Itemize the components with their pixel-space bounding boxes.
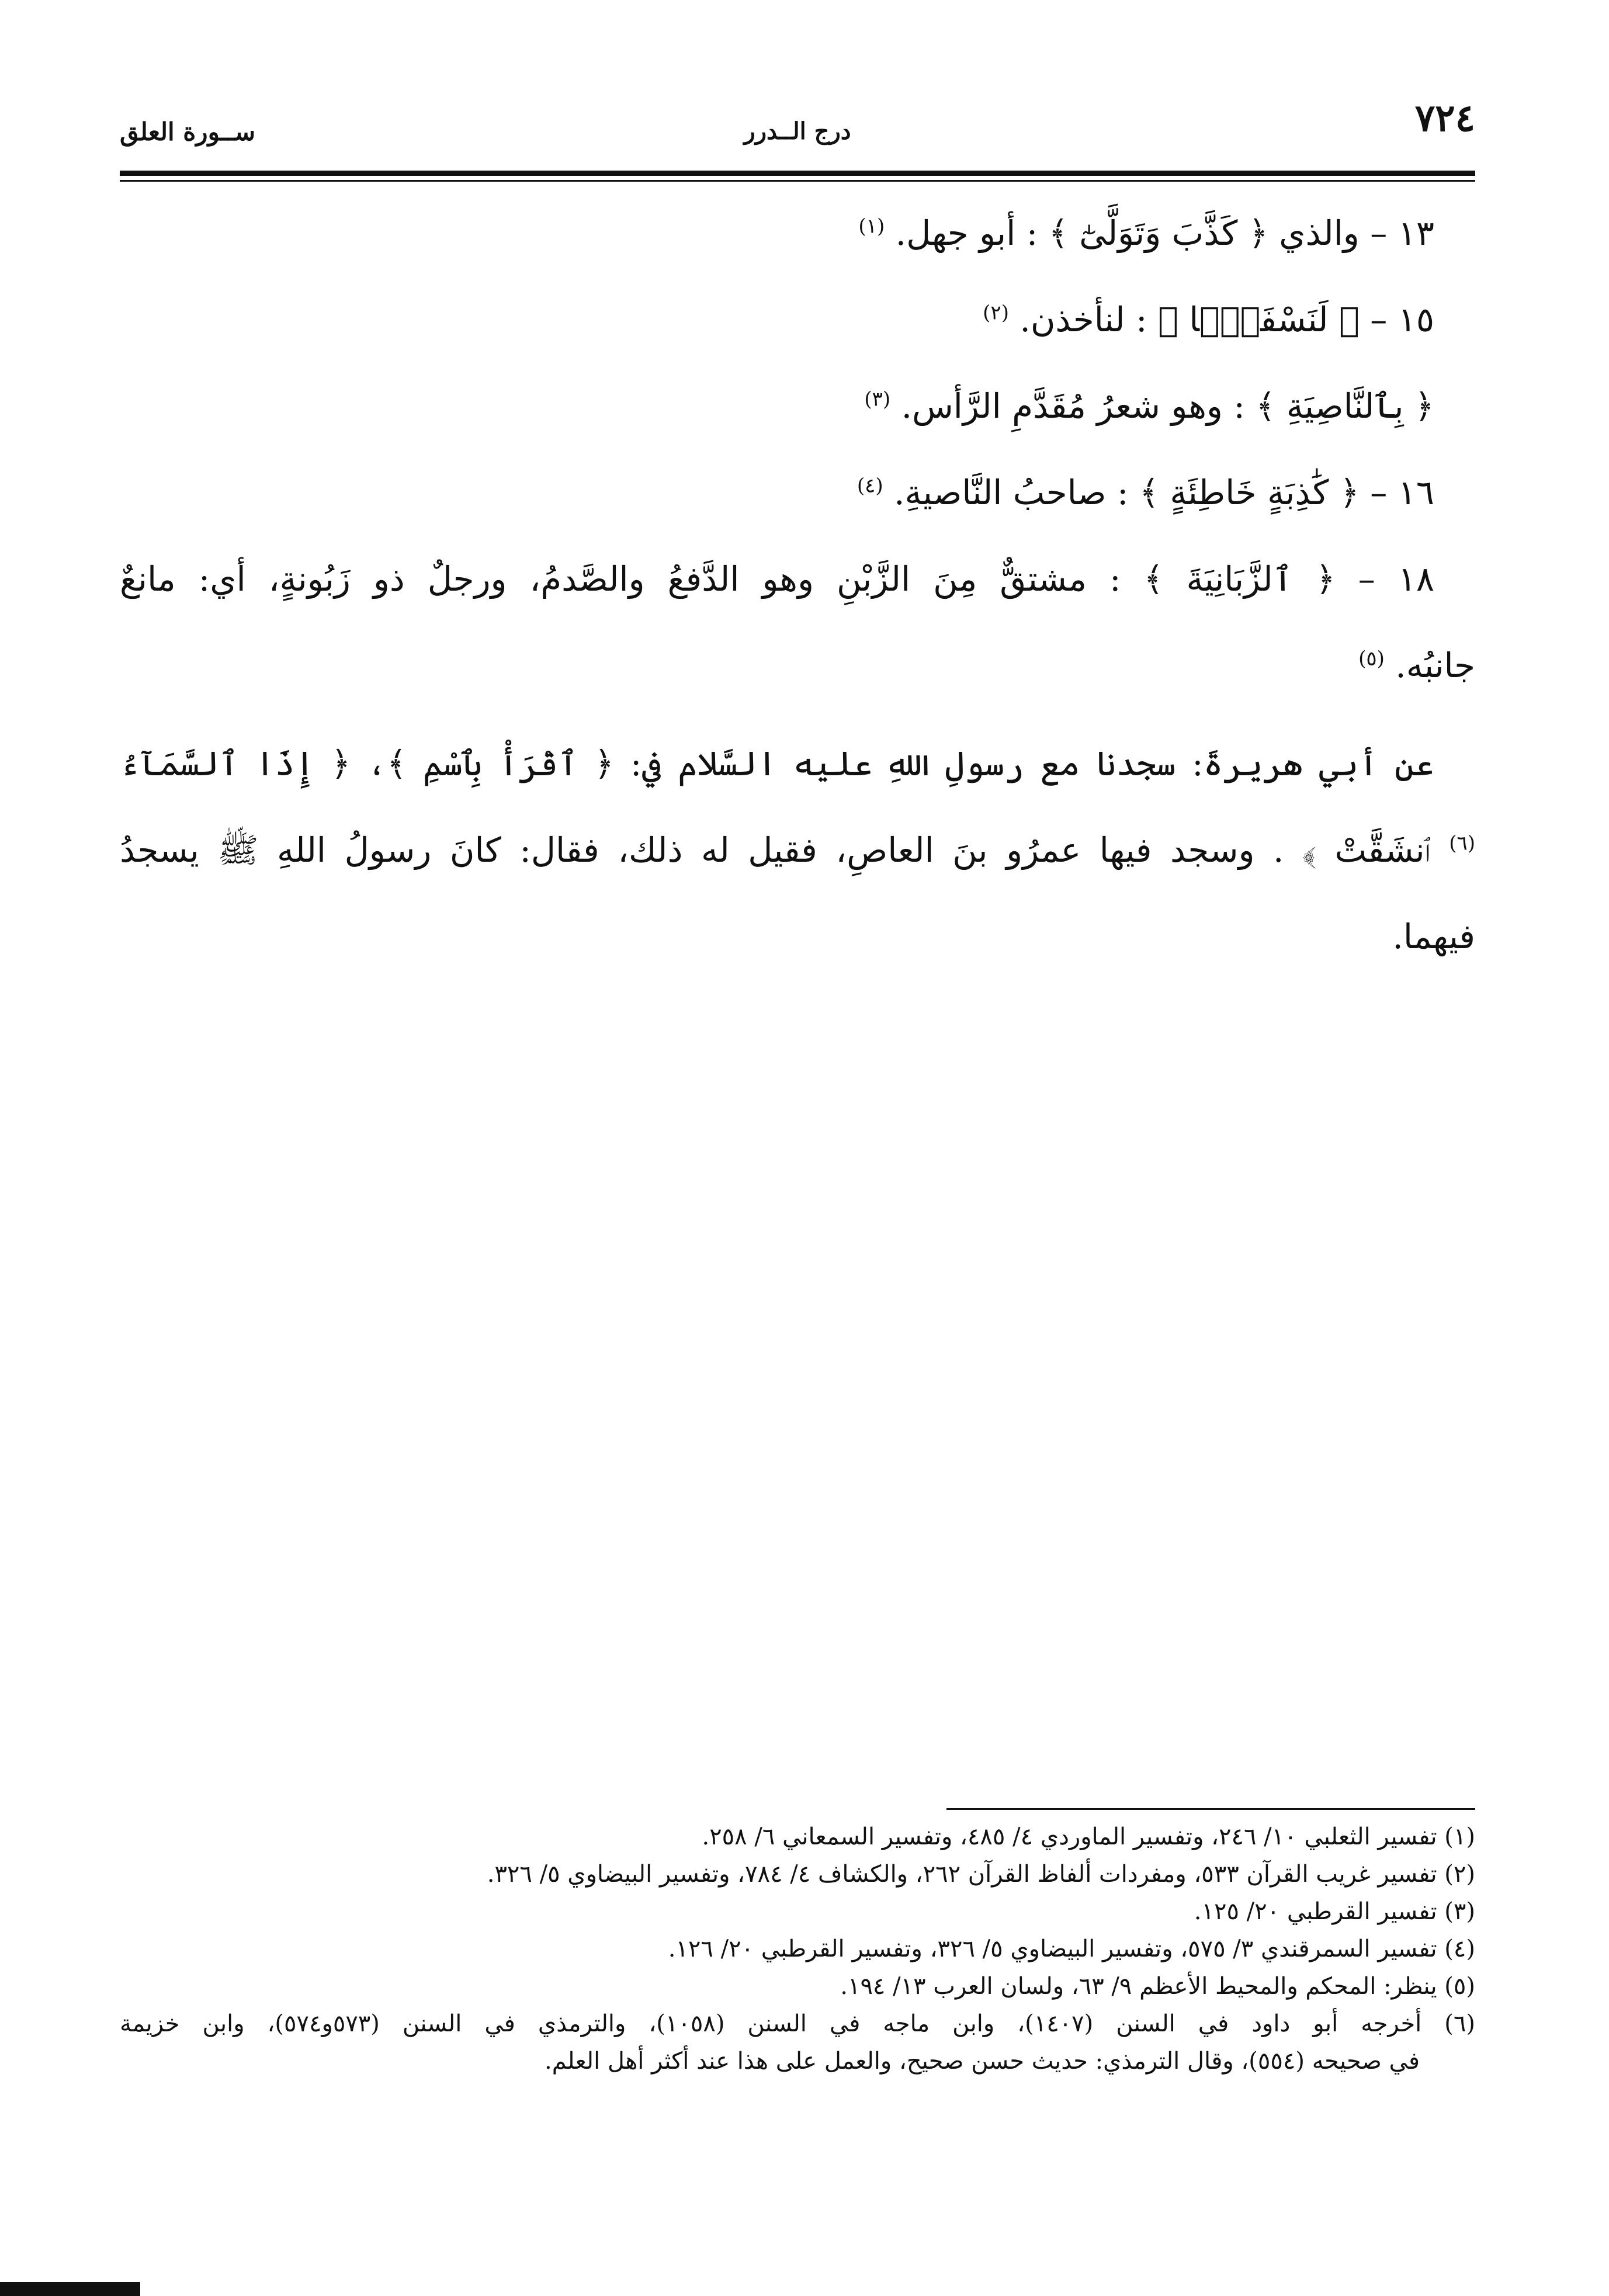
text-line-verse-18-cont: جانبُه. $^{(٥)}$ bbox=[1358, 646, 1475, 685]
text-line-hadith-1: عن أبي هريرةَ: سجدنا مع رسولِ اللهِ عليه السَّلام في: ﴿ ٱقْرَأْ بِٱسْمِ ﴾، ﴿ إِذَا ٱلسَّمَآءُ bbox=[120, 744, 1434, 783]
header-rule-thick bbox=[120, 171, 1475, 176]
page-header bbox=[120, 96, 1475, 161]
text-line-hadith-2: $^{(٦)}$ ٱنشَقَّتْ ﴾ . وسجد فيها عمرُو بنَ العاصِ، فقيل له ذلك، فقال: كانَ رسولُ اللهِ ﷺ يسجدُ bbox=[120, 830, 1476, 870]
footnote-1: (١) تفسير الثعلبي ١٠/ ٢٤٦، وتفسير الماوردي ٤/ ٤٨٥، وتفسير السمعاني ٦/ ٢٥٨. bbox=[702, 1823, 1475, 1850]
text-line-hadith-3: فيهما. bbox=[1392, 917, 1475, 956]
footnote-marker-3: (٣) bbox=[864, 387, 891, 411]
footnote-6-cont: في صحيحه (٥٥٤)، وقال الترمذي: حديث حسن صحيح، والعمل على هذا عند أكثر أهل العلم. bbox=[545, 2048, 1420, 2075]
main-text bbox=[120, 190, 1475, 980]
footnote-marker-6: (٦) bbox=[1449, 831, 1476, 855]
header-rule-thin bbox=[120, 180, 1475, 182]
paragraph-gap bbox=[120, 709, 1475, 720]
text-line-verse-16: ١٦ – ﴿ كَٰذِبَةٍ خَاطِئَةٍ ﴾ : صاحبُ النَّاصيةِ. $^{(٤)}$ bbox=[856, 473, 1434, 512]
footnotes bbox=[120, 1818, 1475, 2080]
text-line-verse-13: ١٣ – والذي ﴿ كَذَّبَ وَتَوَلَّىٰٓ ﴾ : أبو جهل. $^{(١)}$ bbox=[858, 213, 1434, 253]
footnote-3: (٣) تفسير القرطبي ٢٠/ ١٢٥. bbox=[1194, 1898, 1475, 1925]
text-line-nasiya: ﴿ بِٱلنَّاصِيَةِ ﴾ : وهو شعرُ مُقَدَّمِ الرَّأس. $^{(٣)}$ bbox=[864, 386, 1434, 426]
footnote-marker-2: (٢) bbox=[983, 301, 1009, 325]
footnote-marker-5: (٥) bbox=[1358, 647, 1385, 671]
book-title: درج الــدرر bbox=[744, 117, 851, 145]
footnote-6: (٦) أخرجه أبو داود في السنن (١٤٠٧)، وابن ماجه في السنن (١٠٥٨)، والترمذي في السنن (٥٧٣و٥٧٤)، وابن خزيمة bbox=[120, 2010, 1475, 2037]
footnote-marker-4: (٤) bbox=[856, 474, 883, 498]
text-line-verse-15: ١٥ – ﴿ لَنَسْفَعًۢا ﴾ : لنأخذن. $^{(٢)}$ bbox=[983, 300, 1434, 339]
scan-edge-mark bbox=[0, 2282, 140, 2296]
surah-title: ســورة العلق bbox=[120, 117, 256, 146]
page-number: ٧٢٤ bbox=[1414, 96, 1475, 140]
footnote-marker-1: (١) bbox=[858, 214, 885, 238]
footnote-5: (٥) ينظر: المحكم والمحيط الأعظم ٩/ ٦٣، ولسان العرب ١٣/ ١٩٤. bbox=[840, 1973, 1475, 2000]
footnote-separator bbox=[946, 1808, 1475, 1810]
footnote-2: (٢) تفسير غريب القرآن ٥٣٣، ومفردات ألفاظ القرآن ٢٦٢، والكشاف ٤/ ٧٨٤، وتفسير البيضاوي ٥/ ٣٢٦. bbox=[487, 1861, 1475, 1888]
text-line-verse-18: ١٨ – ﴿ ٱلزَّبَانِيَةَ ﴾ : مشتقٌّ مِنَ الزَّبْنِ وهو الدَّفعُ والصَّدمُ، ورجلٌ ذو زَبُونةٍ، أي: مانعٌ bbox=[120, 559, 1434, 599]
footnote-4: (٤) تفسير السمرقندي ٣/ ٥٧٥، وتفسير البيضاوي ٥/ ٣٢٦، وتفسير القرطبي ٢٠/ ١٢٦. bbox=[668, 1936, 1475, 1962]
